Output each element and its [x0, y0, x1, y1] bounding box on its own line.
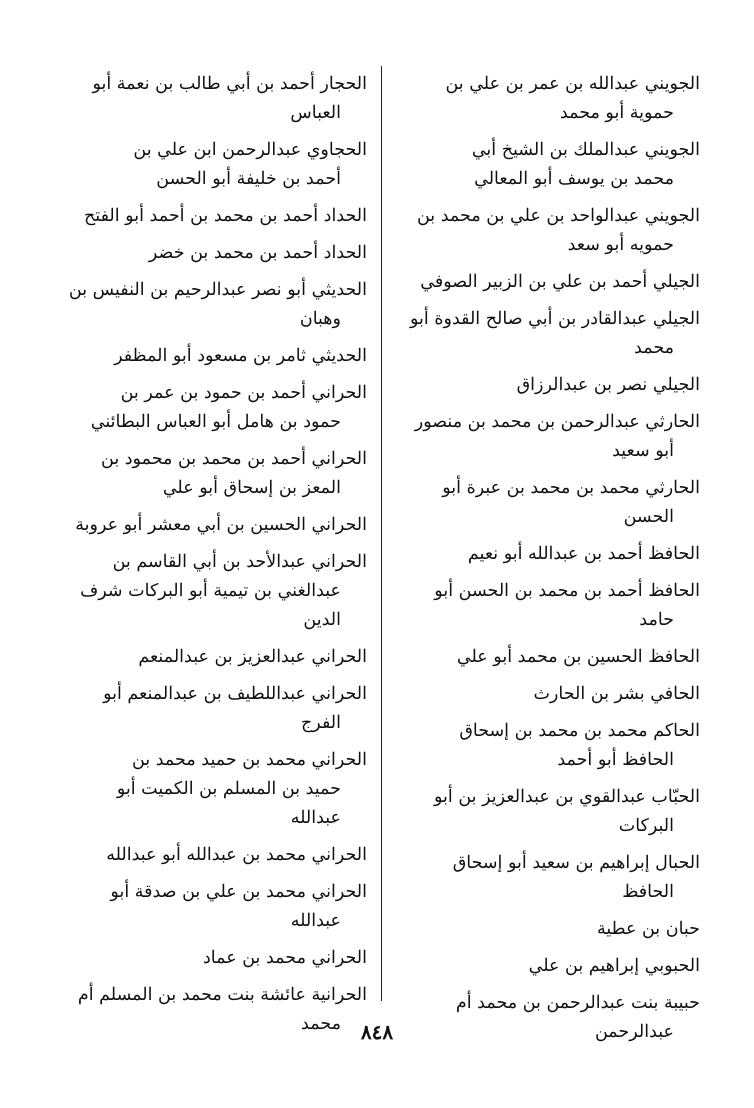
- entry-text: الحجاوي عبدالرحمن ابن علي بن: [133, 140, 367, 160]
- entry-continuation: حميد بن المسلم بن الكميت أبو عبدالله: [116, 779, 341, 828]
- index-entry: [394, 70, 700, 128]
- entry-text: الجيلي نصر بن عبدالرزاق: [516, 375, 700, 395]
- entry-continuation: الفرج: [301, 713, 341, 733]
- entry-text: حبيبة بنت عبدالرحمن بن محمد أم: [455, 993, 700, 1013]
- index-entry: [394, 717, 700, 775]
- entry-continuation: الحافظ أبو أحمد: [557, 750, 674, 770]
- entry-text: الحافظ أحمد بن محمد بن الحسن أبو: [434, 581, 700, 601]
- entry-text: الحراني محمد بن حميد محمد بن: [131, 750, 367, 770]
- entry-continuation: حامد: [639, 610, 674, 630]
- entry-text: الحارثي محمد بن محمد بن عبرة أبو: [442, 478, 700, 498]
- index-entry: [61, 379, 367, 437]
- entry-text: الجويني عبدالواحد بن علي بن محمد بن: [416, 206, 700, 226]
- index-entry: [394, 643, 700, 672]
- entry-text: الحبوبي إبراهيم بن علي: [528, 956, 700, 976]
- index-entry: [61, 643, 367, 672]
- entry-continuation: محمد بن يوسف أبو المعالي: [474, 169, 674, 189]
- entry-text: الحراني محمد بن علي بن صدقة أبو: [110, 882, 367, 902]
- index-entry: [61, 276, 367, 334]
- entry-text: الحديثي أبو نصر عبدالرحيم بن النفيس بن: [68, 280, 367, 300]
- entry-text: الجيلي عبدالقادر بن أبي صالح القدوة أبو: [409, 309, 700, 329]
- entry-text: الحبال إبراهيم بن سعيد أبو إسحاق: [452, 853, 700, 873]
- entry-text: الحبّاب عبدالقوي بن عبدالعزيز بن أبو: [434, 787, 700, 807]
- entry-text: الحافظ الحسين بن محمد أبو علي: [456, 647, 700, 667]
- index-entry: [61, 878, 367, 936]
- index-entry: [61, 511, 367, 540]
- entry-continuation: العباس: [290, 103, 341, 123]
- entry-continuation: البركات: [618, 816, 674, 836]
- entry-text: الحديثي ثامر بن مسعود أبو المظفر: [114, 346, 367, 366]
- entry-continuation: حموية أبو محمد: [559, 103, 674, 123]
- index-entry: [61, 680, 367, 738]
- index-entry: [394, 540, 700, 569]
- index-entry: [61, 239, 367, 268]
- entry-continuation: عبدالرحمن: [594, 1022, 674, 1042]
- entry-text: الحرانية عائشة بنت محمد بن المسلم أم: [77, 985, 367, 1005]
- index-entry: [394, 136, 700, 194]
- left-column: [61, 70, 381, 1034]
- entry-continuation: حمود بن هامل أبو العباس البطائني: [90, 412, 341, 432]
- entry-continuation: وهبان: [299, 309, 341, 329]
- index-entry: [61, 944, 367, 973]
- index-entry: [394, 577, 700, 635]
- entry-continuation: أبو سعيد: [612, 441, 674, 461]
- index-entry: [394, 849, 700, 907]
- entry-continuation: الحافظ: [622, 882, 674, 902]
- index-entry: [61, 445, 367, 503]
- entry-continuation: عبدالغني بن تيمية أبو البركات شرف الدين: [80, 581, 341, 630]
- index-entry: [394, 408, 700, 466]
- index-entry: [394, 952, 700, 981]
- index-entry: [394, 305, 700, 363]
- index-entry: [394, 783, 700, 841]
- entry-continuation: محمد: [301, 1014, 341, 1034]
- index-entry: [61, 841, 367, 870]
- index-entry: [61, 202, 367, 231]
- page-number: ٨٤٨: [360, 1020, 394, 1044]
- entry-text: الحراني أحمد بن حمود بن عمر بن: [120, 383, 367, 403]
- entry-continuation: عبدالله: [290, 911, 341, 931]
- index-entry: [394, 474, 700, 532]
- entry-text: الحراني الحسين بن أبي معشر أبو عروبة: [75, 515, 367, 535]
- entry-text: الجويني عبدالملك بن الشيخ أبي: [471, 140, 700, 160]
- entry-text: الحراني عبدالأحد بن أبي القاسم بن: [112, 552, 367, 572]
- index-entry: [394, 202, 700, 260]
- entry-text: الجيلي أحمد بن علي بن الزبير الصوفي: [420, 272, 700, 292]
- entry-text: الحراني عبدالعزيز بن عبدالمنعم: [138, 647, 367, 667]
- entry-text: الحراني عبداللطيف بن عبدالمنعم أبو: [103, 684, 367, 704]
- index-entry: [394, 680, 700, 709]
- entry-text: الحافظ أحمد بن عبدالله أبو نعيم: [467, 544, 700, 564]
- entry-text: الحاكم محمد بن محمد بن إسحاق: [459, 721, 700, 741]
- entry-continuation: حمويه أبو سعد: [567, 235, 674, 255]
- entry-text: الحراني أحمد بن محمد بن محمود بن: [101, 449, 367, 469]
- entry-text: الحجار أحمد بن أبي طالب بن نعمة أبو: [92, 74, 367, 94]
- entry-continuation: محمد: [634, 338, 674, 358]
- entry-text: حبان بن عطية: [596, 919, 700, 939]
- index-entry: [394, 915, 700, 944]
- index-entry: [61, 136, 367, 194]
- index-entry: [394, 268, 700, 297]
- entry-continuation: أحمد بن خليفة أبو الحسن: [156, 169, 341, 189]
- entry-text: الحافي بشر بن الحارث: [533, 684, 700, 704]
- right-column: [382, 70, 700, 1042]
- entry-text: الحداد أحمد بن محمد بن خضر: [148, 243, 367, 263]
- entry-continuation: الحسن: [623, 507, 674, 527]
- entry-text: الحراني محمد بن عبدالله أبو عبدالله: [106, 845, 367, 865]
- index-entry: [61, 342, 367, 371]
- entry-text: الحداد أحمد بن محمد بن أحمد أبو الفتح: [84, 206, 367, 226]
- index-entry: [394, 371, 700, 400]
- index-entry: [61, 70, 367, 128]
- column-divider: [381, 66, 382, 1001]
- entry-continuation: المعز بن إسحاق أبو علي: [162, 478, 341, 498]
- entry-text: الجويني عبدالله بن عمر بن علي بن: [445, 74, 700, 94]
- index-entry: [61, 548, 367, 635]
- entry-text: الحراني محمد بن عماد: [202, 948, 367, 968]
- index-entry: [61, 746, 367, 833]
- entry-text: الحارثي عبدالرحمن بن محمد بن منصور: [414, 412, 700, 432]
